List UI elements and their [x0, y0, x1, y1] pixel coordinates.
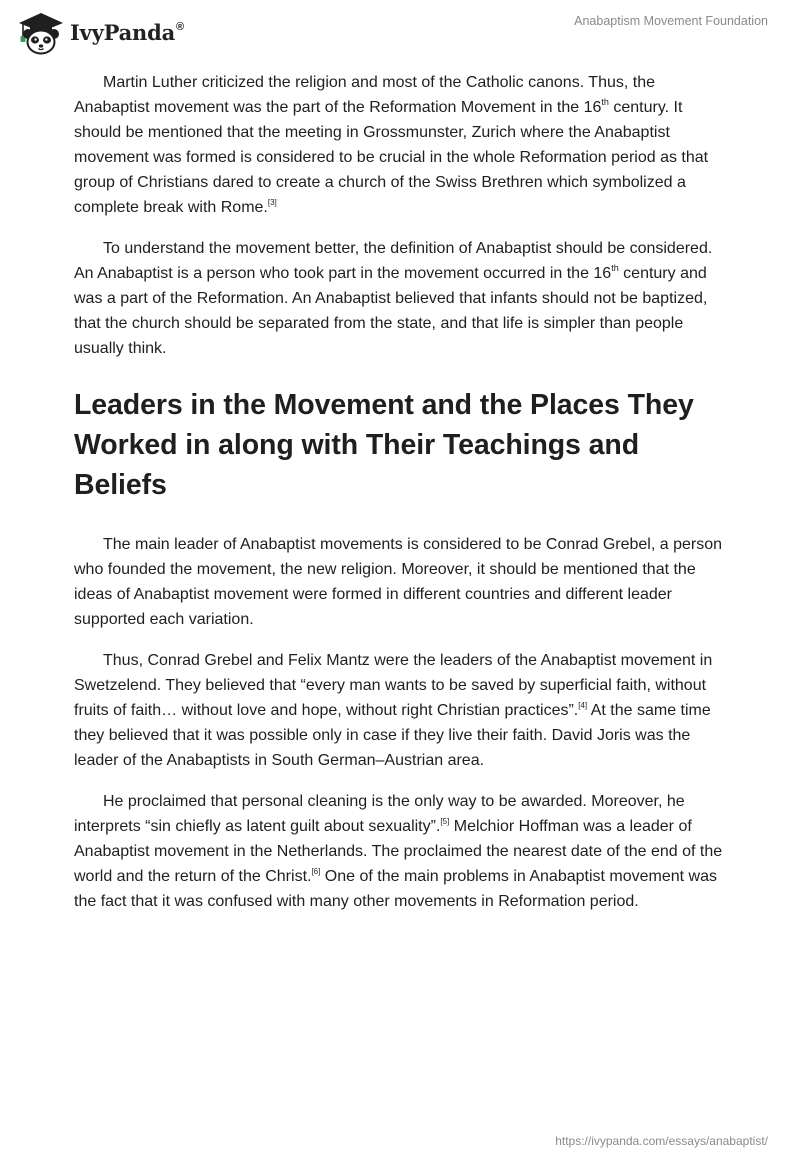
paragraph-5: [74, 789, 724, 914]
paragraph-2: [74, 236, 724, 361]
paragraph-4: [74, 648, 724, 773]
paragraph-text: One of the main problems in Anabaptist movement was the fact that it was confused with many other movements in Reformation period.: [74, 868, 718, 910]
paragraph-3: [74, 532, 724, 632]
registered-mark: ®: [176, 20, 184, 33]
ordinal-suffix: th: [611, 262, 619, 273]
paragraph-text: century and was a part of the Reformation. An Anabaptist believed that infants should not be baptized, that the church should be separated from the state, and that life is simpler than people usually think.: [74, 265, 708, 357]
footnote-ref-5[interactable]: [5]: [440, 816, 450, 826]
footnote-ref-3[interactable]: [3]: [267, 197, 277, 207]
panda-graduate-icon: [14, 8, 66, 56]
paragraph-1: [74, 70, 724, 220]
section-heading: Leaders in the Movement and the Places They Worked in along with Their Teachings and Beliefs: [74, 389, 694, 501]
paragraph-text: Thus, Conrad Grebel and Felix Mantz were the leaders of the Anabaptist movement in Swetzelend. They believed that “every man wants to be saved by superficial faith, without fruits of faith… without love and hope, without right Christian practices”.: [74, 652, 713, 719]
essay-content: [74, 70, 724, 930]
paragraph-text: Martin Luther criticized the religion and most of the Catholic canons. Thus, the Anabaptist movement was the part of the Reformation Movement in the 16: [74, 74, 655, 116]
paragraph-text: At the same time they believed that it was possible only in case if they live their faith. David Joris was the leader of the Anabaptists in South German–Austrian area.: [74, 702, 711, 769]
brand-text: IvyPanda: [70, 19, 176, 45]
footnote-ref-6[interactable]: [6]: [311, 866, 321, 876]
footnote-ref-4[interactable]: [4]: [578, 700, 588, 710]
source-url[interactable]: https://ivypanda.com/essays/anabaptist/: [555, 1134, 768, 1148]
paragraph-text: Melchior Hoffman was a leader of Anabaptist movement in the Netherlands. The proclaimed the nearest date of the end of the world and the return of the Christ.: [74, 818, 723, 885]
document-title: Anabaptism Movement Foundation: [574, 14, 768, 28]
paragraph-text: To understand the movement better, the definition of Anabaptist should be considered. An Anabaptist is a person who took part in the movement occurred in the 16: [74, 240, 713, 282]
ivypanda-logo[interactable]: [14, 8, 184, 56]
paragraph-text: The main leader of Anabaptist movements is considered to be Conrad Grebel, a person who founded the movement, the new religion. Moreover, it should be mentioned that the ideas of Anabaptist movement were formed in different countries and different leader supported each variation.: [74, 536, 723, 628]
ordinal-suffix: th: [601, 96, 609, 107]
page-header: [0, 0, 800, 60]
paragraph-text: century. It should be mentioned that the meeting in Grossmunster, Zurich where the Anabaptist movement was formed is considered to be crucial in the whole Reformation period as that group of Christians dared to create a church of the Swiss Brethren which symbolized a complete break with Rome.: [74, 99, 709, 216]
brand-name: [70, 20, 184, 45]
paragraph-text: He proclaimed that personal cleaning is the only way to be awarded. Moreover, he interprets “sin chiefly as latent guilt about sexuality”.: [74, 793, 685, 835]
